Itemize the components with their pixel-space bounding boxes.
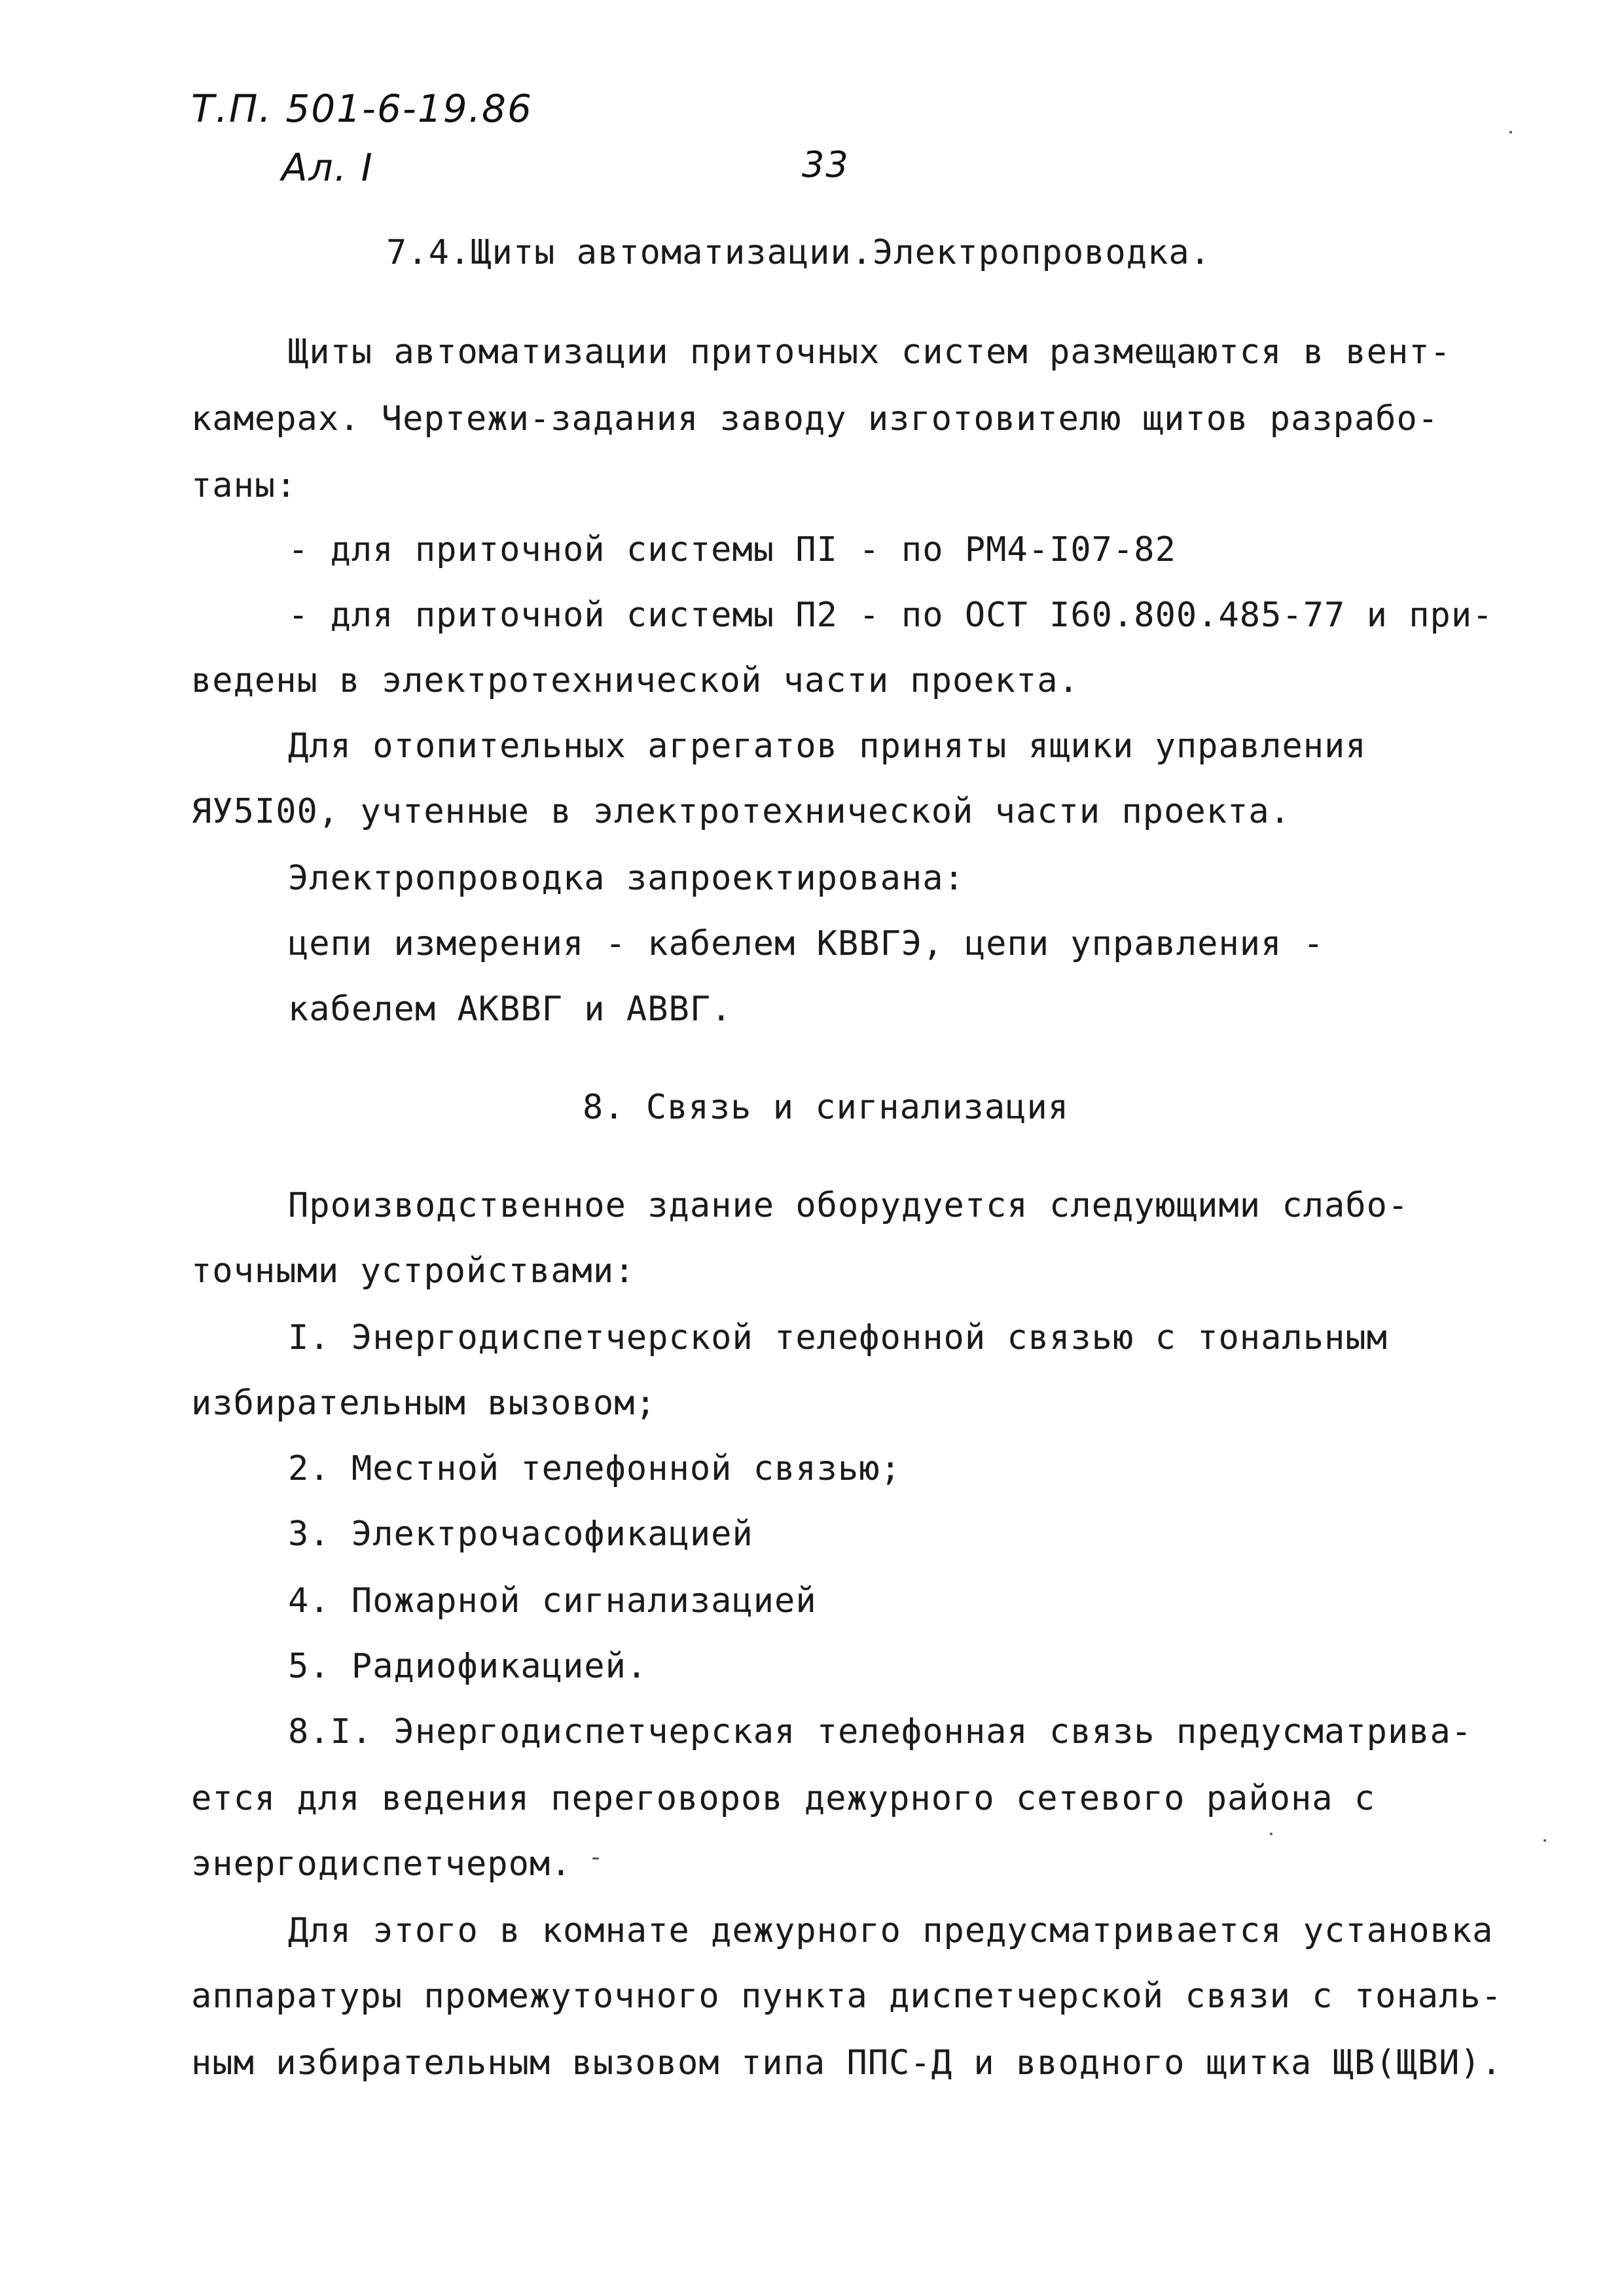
paragraph-line: цепи измерения - кабелем КВВГЭ, цепи управления - xyxy=(288,924,1325,963)
paragraph-line: Щиты автоматизации приточных систем размещаются в вент- xyxy=(288,332,1451,372)
scan-speck xyxy=(592,1857,599,1859)
list-item: 4. Пожарной сигнализацией xyxy=(288,1581,817,1621)
document-code: Т.П. 501-6-19.86 xyxy=(191,86,533,131)
scan-speck xyxy=(1543,1839,1546,1842)
paragraph-line: 8.I. Энергодиспетчерская телефонная связь предусматрива- xyxy=(288,1712,1473,1751)
paragraph-line: точными устройствами: xyxy=(191,1251,636,1291)
paragraph-line: ется для ведения переговоров дежурного сетевого района с xyxy=(191,1779,1376,1818)
paragraph-line: ЯУ5I00, учтенные в электротехнической части проекта. xyxy=(191,792,1291,831)
paragraph-line: Производственное здание оборудуется следующими слабо- xyxy=(288,1186,1409,1225)
paragraph-line: таны: xyxy=(191,466,297,505)
list-item: I. Энергодиспетчерской телефонной связью с тональным xyxy=(288,1318,1388,1357)
list-item: - для приточной системы П2 - по ОСТ I60.800.485-77 и при- xyxy=(288,596,1494,635)
list-item: 2. Местной телефонной связью; xyxy=(288,1449,901,1488)
section-7-4-heading: 7.4.Щиты автоматизации.Электропроводка. xyxy=(386,233,1211,272)
list-item-continuation: избирательным вызовом; xyxy=(191,1384,657,1423)
scan-speck xyxy=(1270,1833,1272,1835)
paragraph-line: Для отопительных агрегатов приняты ящики управления xyxy=(288,726,1367,766)
paragraph-line: аппаратуры промежуточного пункта диспетчерской связи с тональ- xyxy=(191,1977,1503,2016)
album-number: Ал. I xyxy=(281,145,374,190)
list-item: 3. Электрочасофикацией xyxy=(288,1515,753,1554)
paragraph-line: Электропроводка запроектирована: xyxy=(288,859,965,898)
page-number: 33 xyxy=(802,144,850,185)
paragraph-line: ведены в электротехнической части проекта. xyxy=(191,661,1079,700)
scan-speck xyxy=(1509,131,1512,134)
paragraph-line: Для этого в комнате дежурного предусматривается установка xyxy=(288,1911,1494,1950)
paragraph-line: кабелем АКВВГ и АВВГ. xyxy=(288,990,732,1029)
paragraph-line: ным избирательным вызовом типа ППС-Д и вводного щитка ЩВ(ЩВИ). xyxy=(191,2043,1503,2083)
paragraph-line: камерах. Чертежи-задания заводу изготовителю щитов разрабо- xyxy=(191,399,1439,439)
list-item: 5. Радиофикацией. xyxy=(288,1647,648,1686)
paragraph-line: энергодиспетчером. xyxy=(191,1844,572,1884)
section-8-heading: 8. Связь и сигнализация xyxy=(583,1088,1070,1127)
list-item: - для приточной системы ПI - по РМ4-I07-82 xyxy=(288,530,1176,569)
